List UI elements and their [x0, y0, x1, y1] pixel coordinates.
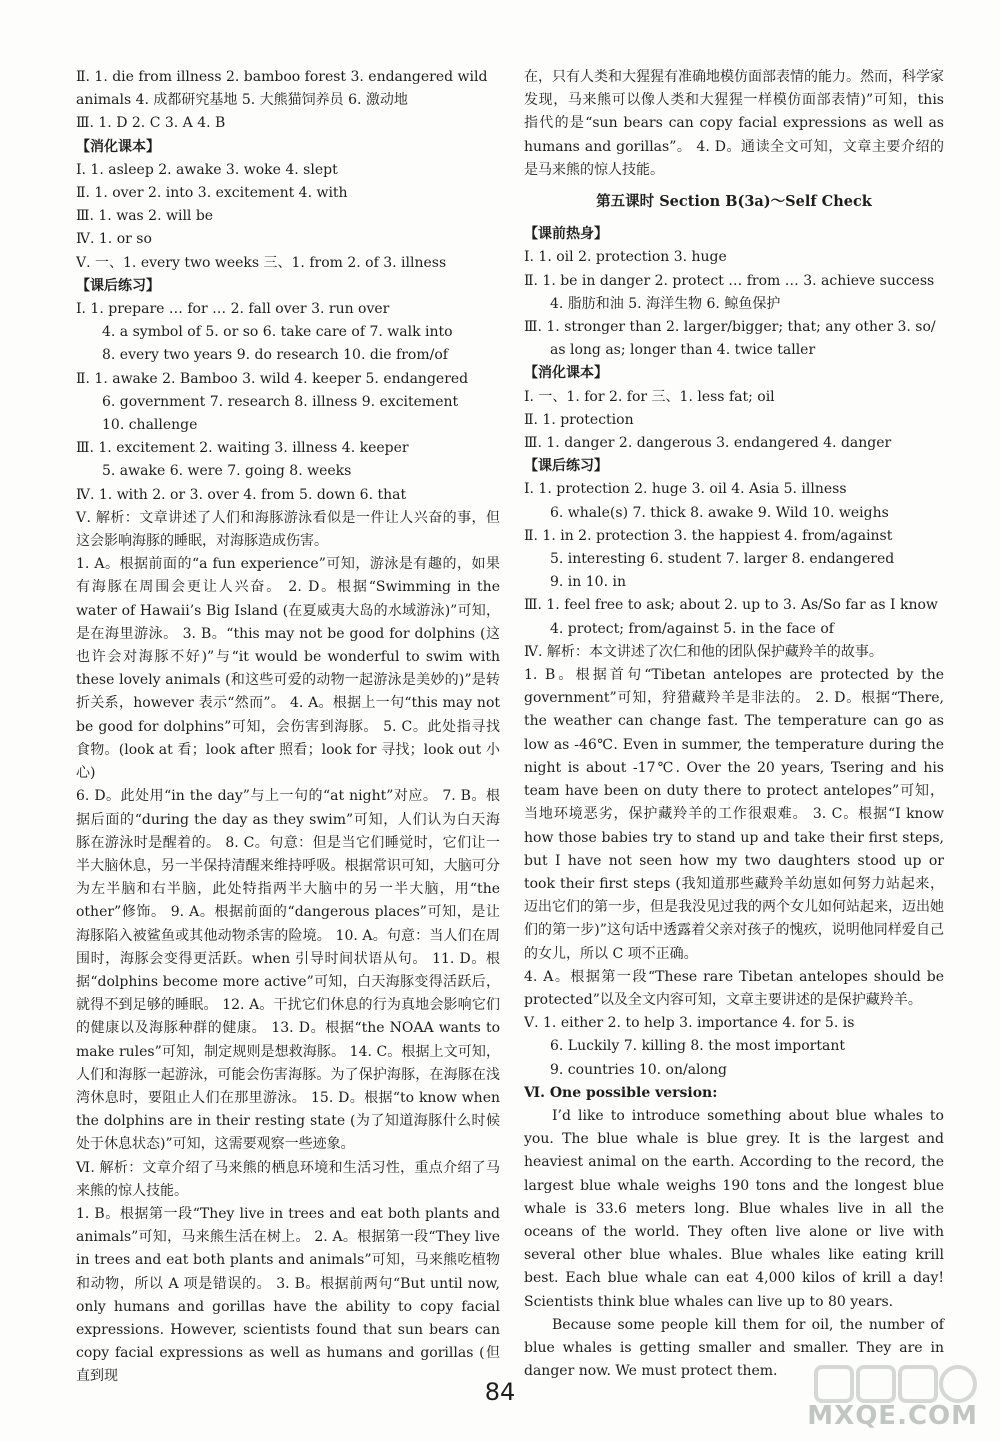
left-line: Ⅱ. 1. awake 2. Bamboo 3. wild 4. keeper 5. endangered [76, 370, 469, 387]
right-line: 5. interesting 6. student 7. larger 8. endangered [550, 551, 895, 568]
left-line: Ⅱ. 1. over 2. into 3. excitement 4. with [76, 185, 348, 202]
left-line: Ⅱ. 1. die from illness 2. bamboo forest 3. endangered wild [76, 69, 488, 85]
right-line: Ⅴ. 1. either 2. to help 3. importance 4. for 5. is [524, 1015, 855, 1032]
watermark-text: MXQE.COM [807, 1401, 978, 1431]
left-line: Ⅰ. 1. prepare … for … 2. fall over 3. run over [76, 301, 390, 318]
left-line: animals 4. 成都研究基地 5. 大熊猫饲养员 6. 激动地 [76, 92, 408, 109]
right-line: 4. protect; from/against 5. in the face of [550, 620, 834, 637]
left-line: 10. challenge [102, 417, 198, 434]
right-line: Ⅰ. 1. oil 2. protection 3. huge [524, 249, 727, 266]
right-line: Ⅲ. 1. feel free to ask; about 2. up to 3. As/So far as I know [524, 597, 938, 614]
left-line: Ⅴ. 一、1. every two weeks 三、1. from 2. of 3. illness [76, 254, 447, 271]
right-line: 【课前热身】 [524, 226, 608, 243]
left-line: 【消化课本】 [76, 138, 160, 155]
page-number: 84 [484, 1378, 516, 1406]
left-line: 6. D。此处用“in the day”与上一句的“at night”对应。 7. B。根据后面的“during the day as they swim”可知，人们认为白天海豚在游泳时是醒着的。 8. C。句意：但是当它们睡觉时，它们让一半大脑休息，另一半保持清醒来维持呼吸。根据常识可知，大脑可分为左半脑和右半脑，此处特指两半大脑中的另一半大脑，用“the other”修饰。 9. A。根据前面的“dangerous places”可知，是让海豚陷入被鲨鱼或其他动物杀害的险境。 10. A。句意：当人们在周围时，海豚会变得更活跃。when 引导时间状语从句。 11. D。根据“dolphins become more active”可知，白天海豚变得活跃后，就得不到足够的睡眠。 12. A。干扰它们休息的行为真地会影响它们的健康以及海豚种群的健康。 13. D。根据“the NOAA wants to make rules”可知，制定规则是想救海豚。 14. C。根据上文可知，人们和海豚一起游泳，可能会伤害海豚。为了保护海豚，在海豚在浅湾休息时，要阻止人们在那里游泳。 15. D。根据“to know when the dolphins are in their resting state (为了知道海豚什么时候处于休息状态)”可知，这需要观察一些迹象。 [76, 788, 500, 1153]
right-line: Ⅱ. 1. in 2. protection 3. the happiest 4. from/against [524, 527, 893, 544]
right-line: 6. Luckily 7. killing 8. the most important [550, 1038, 845, 1055]
left-line: 6. government 7. research 8. illness 9. excitement [102, 393, 459, 410]
left-line: 5. awake 6. were 7. going 8. weeks [102, 463, 352, 480]
right-line: 9. countries 10. on/along [550, 1061, 727, 1078]
right-line: 【消化课本】 [524, 365, 608, 382]
right-line: Ⅰ. 1. protection 2. huge 3. oil 4. Asia 5. illness [524, 481, 847, 498]
right-line: Ⅵ. One possible version: [524, 1084, 718, 1101]
right-column [524, 66, 944, 1383]
right-line: Because some people kill them for oil, the number of blue whales is getting smaller and smaller. They are in danger now. We must protect them. [524, 1316, 944, 1380]
right-line: Ⅲ. 1. stronger than 2. larger/bigger; that; any other 3. so/ [524, 319, 936, 336]
right-line: 在，只有人类和大猩猩有准确地模仿面部表情的能力。然而，科学家发现，马来熊可以像人类和大猩猩一样模仿面部表情)”可知，this 指代的是“sun bears can copy facial expressions as well as humans and gorillas”。 4. D。通读全文可知，文章主要介绍的是马来熊的惊人技能。 [524, 69, 944, 178]
left-line: Ⅰ. 1. asleep 2. awake 3. woke 4. slept [76, 161, 338, 178]
right-line: 第五课时 Section B(3a)～Self Check [596, 193, 872, 211]
left-line: Ⅲ. 1. excitement 2. waiting 3. illness 4. keeper [76, 440, 409, 457]
right-line: Ⅲ. 1. danger 2. dangerous 3. endangered 4. danger [524, 435, 892, 452]
left-line: Ⅳ. 1. or so [76, 231, 152, 248]
right-line: 4. A。根据第一段“These rare Tibetan antelopes should be protected”以及全文内容可知，文章主要讲述的是保护藏羚羊。 [524, 968, 944, 1008]
right-line: Ⅱ. 1. protection [524, 411, 634, 428]
right-line: 6. whale(s) 7. thick 8. awake 9. Wild 10. weighs [550, 504, 889, 521]
left-line: Ⅲ. 1. D 2. C 3. A 4. B [76, 115, 226, 132]
right-line: Ⅱ. 1. be in danger 2. protect … from … 3. achieve success [524, 272, 935, 289]
right-line: I’d like to introduce something about blue whales to you. The blue whale is blue grey. It is the largest and heaviest animal on the earth. According to the record, the largest blue whale weighs 190 tons and the longest blue whale is 33.6 meters long. Blue whales live in all the oceans of the world. They often live alone or live with several other blue whales. Blue whales like eating krill best. Each blue whale can eat 4,000 kilos of krill a day! Scientists think blue whales can live up to 80 years. [524, 1107, 944, 1310]
left-line: Ⅴ. 解析：文章讲述了人们和海豚游泳看似是一件让人兴奋的事，但这会影响海豚的睡眠，对海豚造成伤害。 [76, 509, 500, 550]
left-line: 8. every two years 9. do research 10. die from/of [102, 347, 448, 364]
left-line: Ⅲ. 1. was 2. will be [76, 208, 214, 225]
right-line: 4. 脂肪和油 5. 海洋生物 6. 鲸鱼保护 [550, 295, 781, 312]
right-line: Ⅰ. 一、1. for 2. for 三、1. less fat; oil [524, 388, 775, 405]
left-line: Ⅵ. 解析：文章介绍了马来熊的栖息环境和生活习性，重点介绍了马来熊的惊人技能。 [76, 1159, 500, 1199]
left-line: 【课后练习】 [76, 277, 160, 294]
right-line: 1. B。根据首句“Tibetan antelopes are protected by the government”可知，狩猎藏羚羊是非法的。 2. D。根据“There, the weather can change fast. The temperature can go as low as -46℃. Even in summer, the temperature during the night is about -17℃. Over the 20 years, Tsering and his team have been on duty there to protect antelopes”可知，当地环境恶劣，保护藏羚羊的工作很艰难。 3. C。根据“I know how those babies try to stand up and take their first steps, but I have not seen how my two daughters stood up or took their first steps (我知道那些藏羚羊幼崽如何努力站起来，迈出它们的第一步，但是我没见过我的两个女儿如何站起来，迈出她们的第一步)”这句话中透露着父亲对孩子的愧疚，说明他同样爱自己的女儿，所以 C 项不正确。 [524, 667, 944, 962]
left-line: 4. a symbol of 5. or so 6. take care of 7. walk into [102, 324, 453, 341]
left-line: Ⅳ. 1. with 2. or 3. over 4. from 5. down 6. that [76, 486, 407, 503]
right-line: Ⅳ. 解析：本文讲述了次仁和他的团队保护藏羚羊的故事。 [524, 643, 883, 660]
right-line: 【课后练习】 [524, 458, 608, 475]
right-line: as long as; longer than 4. twice taller [550, 342, 816, 359]
left-column [76, 66, 500, 1389]
left-line: 1. A。根据前面的“a fun experience”可知，游泳是有趣的，如果有海豚在周围会更让人兴奋。 2. D。根据“Swimming in the water of Hawaii’s Big Island (在夏威夷大岛的水域游泳)”可知，是在海里游泳。 3. B。“this may not be good for dolphins (这也许会对海豚不好)”与“it would be wonderful to swim with these lovely animals (和这些可爱的动物一起游泳是美妙的)”是转折关系，however 表示“然而”。 4. A。根据上一句“this may not be good for dolphins”可知，会伤害到海豚。 5. C。此处指寻找食物。(look at 看；look after 照看；look for 寻找；look out 小心) [76, 556, 500, 782]
right-line: 9. in 10. in [550, 574, 626, 591]
left-line: 1. B。根据第一段“They live in trees and eat both plants and animals”可知，马来熊生活在树上。 2. A。根据第一段“They live in trees and eat both plants and animals”可知，马来熊吃植物和动物，所以 A 项是错误的。 3. B。根据前两句“But until now, only humans and gorillas have the ability to copy facial expressions. However, scientists found that sun bears can copy facial expressions as well as humans and gorillas (但直到现 [76, 1205, 500, 1385]
